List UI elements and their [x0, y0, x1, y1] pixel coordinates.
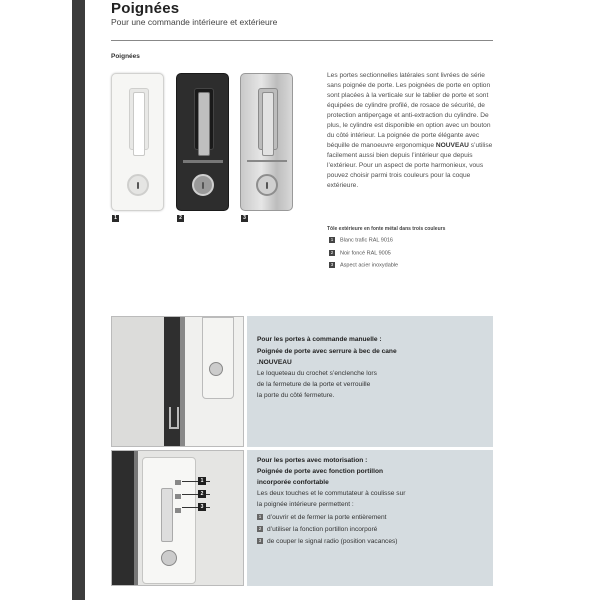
slide-switch-icon	[175, 508, 181, 513]
motor-item	[257, 512, 386, 523]
motor-handle-photo	[111, 450, 244, 586]
sidebar-bar	[72, 0, 85, 600]
button-1-icon	[175, 480, 181, 485]
motor-item	[257, 536, 397, 547]
motor-subheading-1: Poignée de porte avec fonction portillon	[257, 468, 384, 475]
header-divider	[111, 40, 493, 41]
handle-lever	[133, 92, 145, 156]
manual-new-badge: .NOUVEAU	[257, 359, 292, 366]
handle-number-2: 2	[177, 215, 184, 222]
description-part2: s’utilise facilement aussi bien depuis l’intérieur que depuis l’extérieur. Pour un aspect de porte harmonieux, vous pouvez choisir parmi trois couleurs pour la coque extérieure.	[327, 142, 493, 189]
manual-line-2: de la fermeture de la porte et verrouille	[257, 381, 371, 388]
callout-3: 3	[198, 503, 206, 511]
handle-steel-image	[240, 73, 293, 211]
manual-line-3: la porte du côté fermeture.	[257, 392, 335, 399]
button-2-icon	[175, 494, 181, 499]
motor-item-number: 3	[258, 538, 262, 544]
lock-cylinder-icon	[209, 362, 223, 376]
description-new-badge: NOUVEAU	[435, 142, 469, 149]
hook-latch-icon	[169, 407, 179, 429]
color-label: Blanc trafic RAL 9016	[340, 237, 393, 244]
description-text	[327, 71, 499, 191]
handle-white-image	[111, 73, 164, 211]
handle-lever	[198, 92, 210, 156]
motor-heading: Pour les portes avec motorisation :	[257, 457, 368, 464]
colors-title: Tôle extérieure en fonte métal dans trois couleurs	[327, 226, 446, 232]
color-number: 3	[330, 262, 334, 267]
motor-line-1: Les deux touches et le commutateur à coulisse sur	[257, 490, 406, 497]
motor-subheading-2: incorporée confortable	[257, 479, 329, 486]
lock-cylinder-icon	[256, 174, 278, 196]
manual-subheading: Poignée de porte avec serrure à bec de cane	[257, 348, 397, 355]
manual-line-1: Le loqueteau du crochet s’enclenche lors	[257, 370, 377, 377]
motor-line-2: la poignée intérieure permettent :	[257, 501, 354, 508]
lock-cylinder-icon	[192, 174, 214, 196]
motor-item-number: 1	[258, 514, 262, 520]
motor-item-label: d’utiliser la fonction portillon incorporé	[267, 526, 378, 533]
page-title: Poignées	[111, 0, 180, 17]
color-number: 1	[330, 237, 334, 242]
color-item	[329, 250, 391, 256]
handle-lever	[161, 488, 173, 542]
manual-heading: Pour les portes à commande manuelle :	[257, 336, 382, 343]
manual-handle-photo	[111, 316, 244, 447]
section-label: Poignées	[111, 53, 140, 60]
description-part1: Les portes sectionnelles latérales sont livrées de série sans poignée de porte. Les poignées de porte en option sont placées à la verticale sur le tablier de porte et sont équipées de cylindre profilé, de rosace de sécurité, de protection antiperçage et anti-extraction du cylindre. De plus, le cylindre est disponible en option avec un bouton du côté intérieur. La poignée de porte élégante avec béquille de manoeuvre ergonomique	[327, 72, 491, 149]
color-label: Aspect acier inoxydable	[340, 262, 399, 269]
motor-item-number: 2	[258, 526, 262, 532]
callout-2: 2	[198, 490, 206, 498]
color-item	[329, 237, 393, 243]
lock-cylinder-icon	[127, 174, 149, 196]
color-item	[329, 262, 398, 268]
manual-info-panel	[247, 316, 493, 447]
motor-item-label: de couper le signal radio (position vacances)	[267, 538, 398, 545]
motor-item	[257, 524, 377, 535]
lock-cylinder-icon	[161, 550, 177, 566]
handle-lever	[262, 92, 274, 156]
callout-1: 1	[198, 477, 206, 485]
handle-number-3: 3	[241, 215, 248, 222]
handle-number-1: 1	[112, 215, 119, 222]
color-number: 2	[330, 250, 334, 255]
motor-info-panel	[247, 450, 493, 586]
motor-item-label: d’ouvrir et de fermer la porte entièrement	[267, 514, 387, 521]
color-label: Noir foncé RAL 9005	[340, 250, 391, 257]
page-subtitle: Pour une commande intérieure et extérieure	[111, 17, 278, 27]
handle-black-image	[176, 73, 229, 211]
